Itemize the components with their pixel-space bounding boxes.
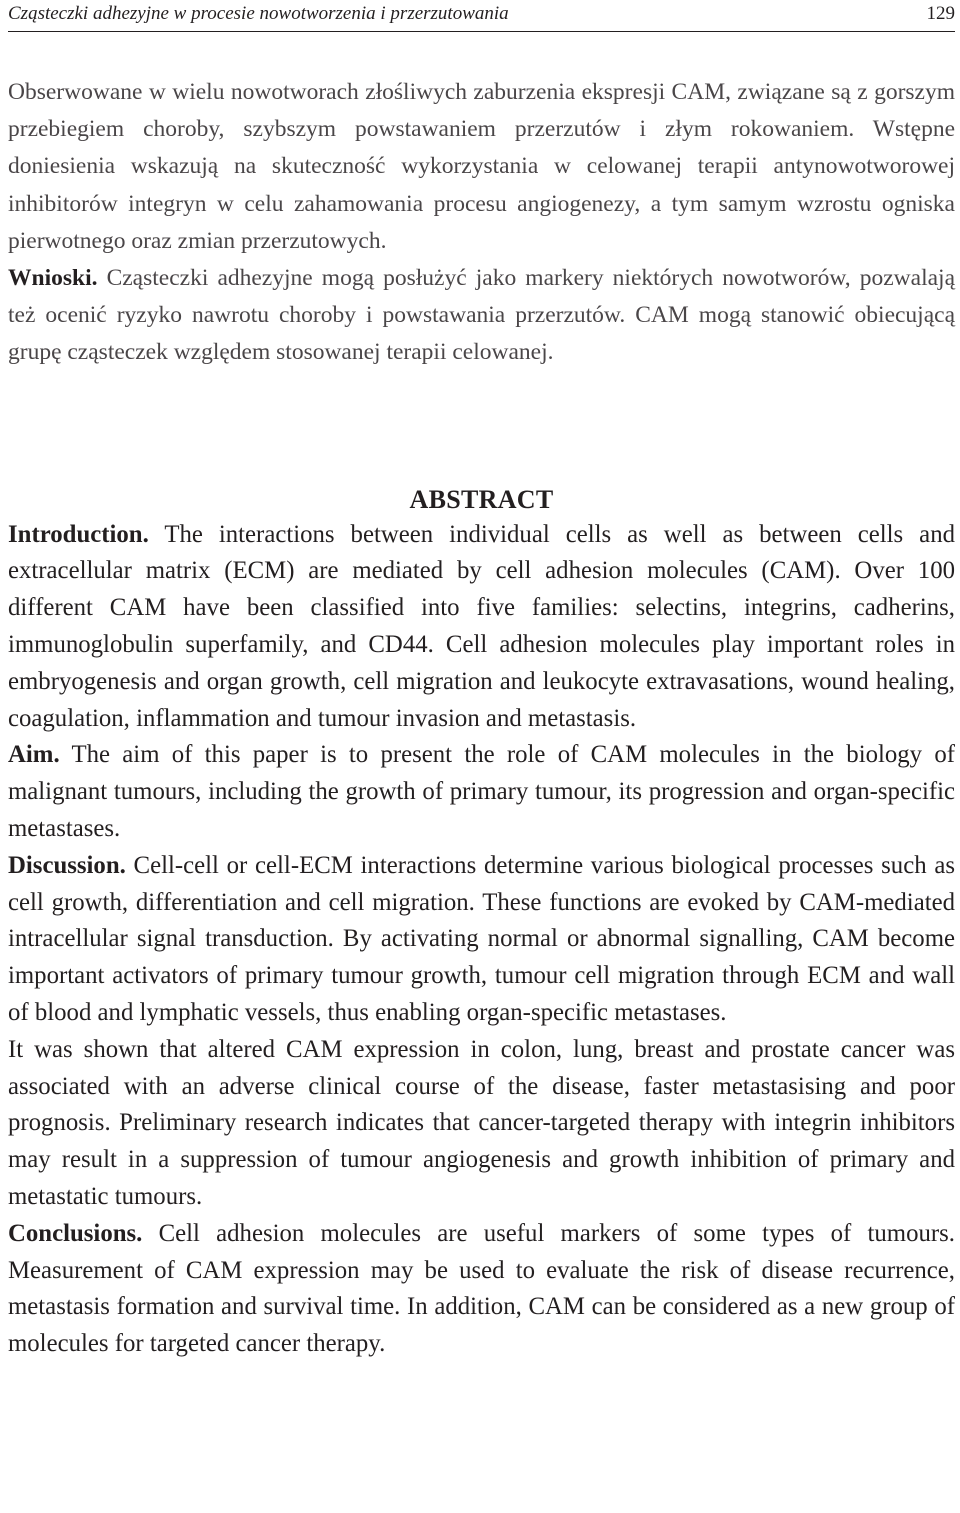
polish-conclusions-text: Cząsteczki adhezyjne mogą posłużyć jako markery niektórych nowotworów, pozwalają też ocenić ryzyko nawrotu choroby i powstawania przerzutów. CAM mogą stanowić obiecującą grupę cząsteczek względem stosowanej terapii celowanej. [8,265,955,366]
introduction-label: Introduction. [8,520,149,548]
polish-conclusions-label: Wnioski. [8,265,98,292]
english-abstract [8,517,955,1363]
abstract-heading: ABSTRACT [409,484,554,514]
conclusions-paragraph [8,1216,955,1363]
running-header [8,0,955,32]
conclusions-label: Conclusions. [8,1219,143,1247]
running-title: Cząsteczki adhezyjne w procesie nowotworzenia i przerzutowania [8,3,509,24]
polish-conclusions-paragraph [8,260,955,372]
aim-label: Aim. [8,741,60,769]
conclusions-text: Cell adhesion molecules are useful markers of some types of tumours. Measurement of CAM expression may be used to evaluate the risk of disease recurrence, metastasis formation and survival time. In addition, CAM can be considered as a new group of molecules for targeted cancer therapy. [8,1219,955,1358]
aim-text: The aim of this paper is to present the role of CAM molecules in the biology of malignant tumours, including the growth of primary tumour, its progression and organ-specific metastases. [8,741,955,842]
introduction-text: The interactions between individual cells as well as between cells and extracellular matrix (ECM) are mediated by cell adhesion molecules (CAM). Over 100 different CAM have been classified into five families: selectins, integrins, cadherins, immunoglobulin superfamily, and CD44. Cell adhesion molecules play important roles in embryogenesis and organ growth, cell migration and leukocyte extravasations, wound healing, coagulation, inflammation and tumour invasion and metastasis. [8,520,955,732]
introduction-paragraph [8,517,955,738]
discussion-text: Cell-cell or cell-ECM interactions determine various biological processes such as cell growth, differentiation and cell migration. These functions are evoked by CAM-mediated intracellular signal transduction. By activating normal or abnormal signalling, CAM become important activators of primary tumour growth, tumour cell migration through ECM and wall of blood and lymphatic vessels, thus enabling organ-specific metastases. [8,851,955,1026]
discussion-paragraph [8,848,955,1032]
page-number: 129 [926,3,955,24]
polish-abstract-continuation [8,74,955,372]
polish-paragraph-results: Obserwowane w wielu nowotworach złośliwych zaburzenia ekspresji CAM, związane są z gorszym przebiegiem choroby, szybszym powstawaniem przerzutów i złym rokowaniem. Wstępne doniesienia wskazują na skuteczność wykorzystania w celowanej terapii antynowotworowej inhibitorów integryn w celu zahamowania procesu angiogenezy, a tym samym wzrostu ogniska pierwotnego oraz zmian przerzutowych. [8,79,955,254]
aim-paragraph [8,737,955,847]
discussion-paragraph-2: It was shown that altered CAM expression in colon, lung, breast and prostate cancer was associated with an adverse clinical course of the disease, faster metastasising and poor prognosis. Preliminary research indicates that cancer-targeted therapy with integrin inhibitors may result in a suppression of tumour angiogenesis and growth inhibition of primary and metastatic tumours. [8,1035,955,1210]
discussion-label: Discussion. [8,851,126,879]
journal-page [8,0,955,1363]
